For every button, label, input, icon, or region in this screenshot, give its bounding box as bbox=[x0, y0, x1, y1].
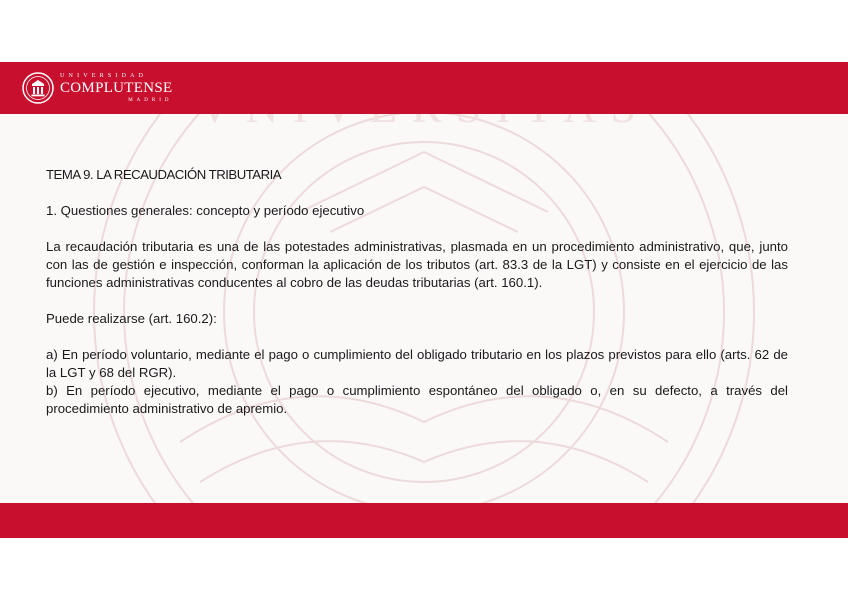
list-item: b) En período ejecutivo, mediante el pago o cumplimiento espontáneo del obligado o, en su defecto, a través del procedimiento administrativo de apremio. bbox=[46, 383, 788, 416]
section-heading: 1. Questiones generales: concepto y período ejecutivo bbox=[46, 203, 365, 218]
list-item: a) En período voluntario, mediante el pago o cumplimiento del obligado tributario en los plazos previstos para ello (arts. 62 de la LGT y 68 del RGR). bbox=[46, 347, 788, 380]
lead-paragraph: Puede realizarse (art. 160.2): bbox=[46, 311, 217, 326]
header-band bbox=[0, 62, 848, 114]
intro-paragraph: La recaudación tributaria es una de las potestades administrativas, plasmada en un procedimiento administrativo, que, junto con las de gestión e inspección, conforman la aplicación de los tributos (art. 83.3 de la LGT) y consiste en el ejercicio de las funciones administrativas conducentes al cobro de las deudas tributarias (art. 160.1). bbox=[46, 239, 788, 290]
logo-line-universidad: UNIVERSIDAD bbox=[60, 73, 148, 79]
spacer bbox=[46, 184, 788, 202]
university-logo[interactable] bbox=[22, 71, 172, 105]
document-title: TEMA 9. LA RECAUDACIÓN TRIBUTARIA bbox=[46, 167, 282, 182]
complutense-seal-icon bbox=[22, 72, 54, 104]
slide bbox=[0, 62, 848, 538]
logo-line-complutense: COMPLUTENSE bbox=[60, 80, 173, 96]
spacer bbox=[46, 328, 788, 346]
footer-band bbox=[0, 503, 848, 538]
document-body bbox=[46, 166, 788, 418]
spacer bbox=[46, 220, 788, 238]
logo-wordmark bbox=[60, 73, 172, 103]
logo-line-madrid: MADRID bbox=[128, 98, 173, 103]
spacer bbox=[46, 292, 788, 310]
